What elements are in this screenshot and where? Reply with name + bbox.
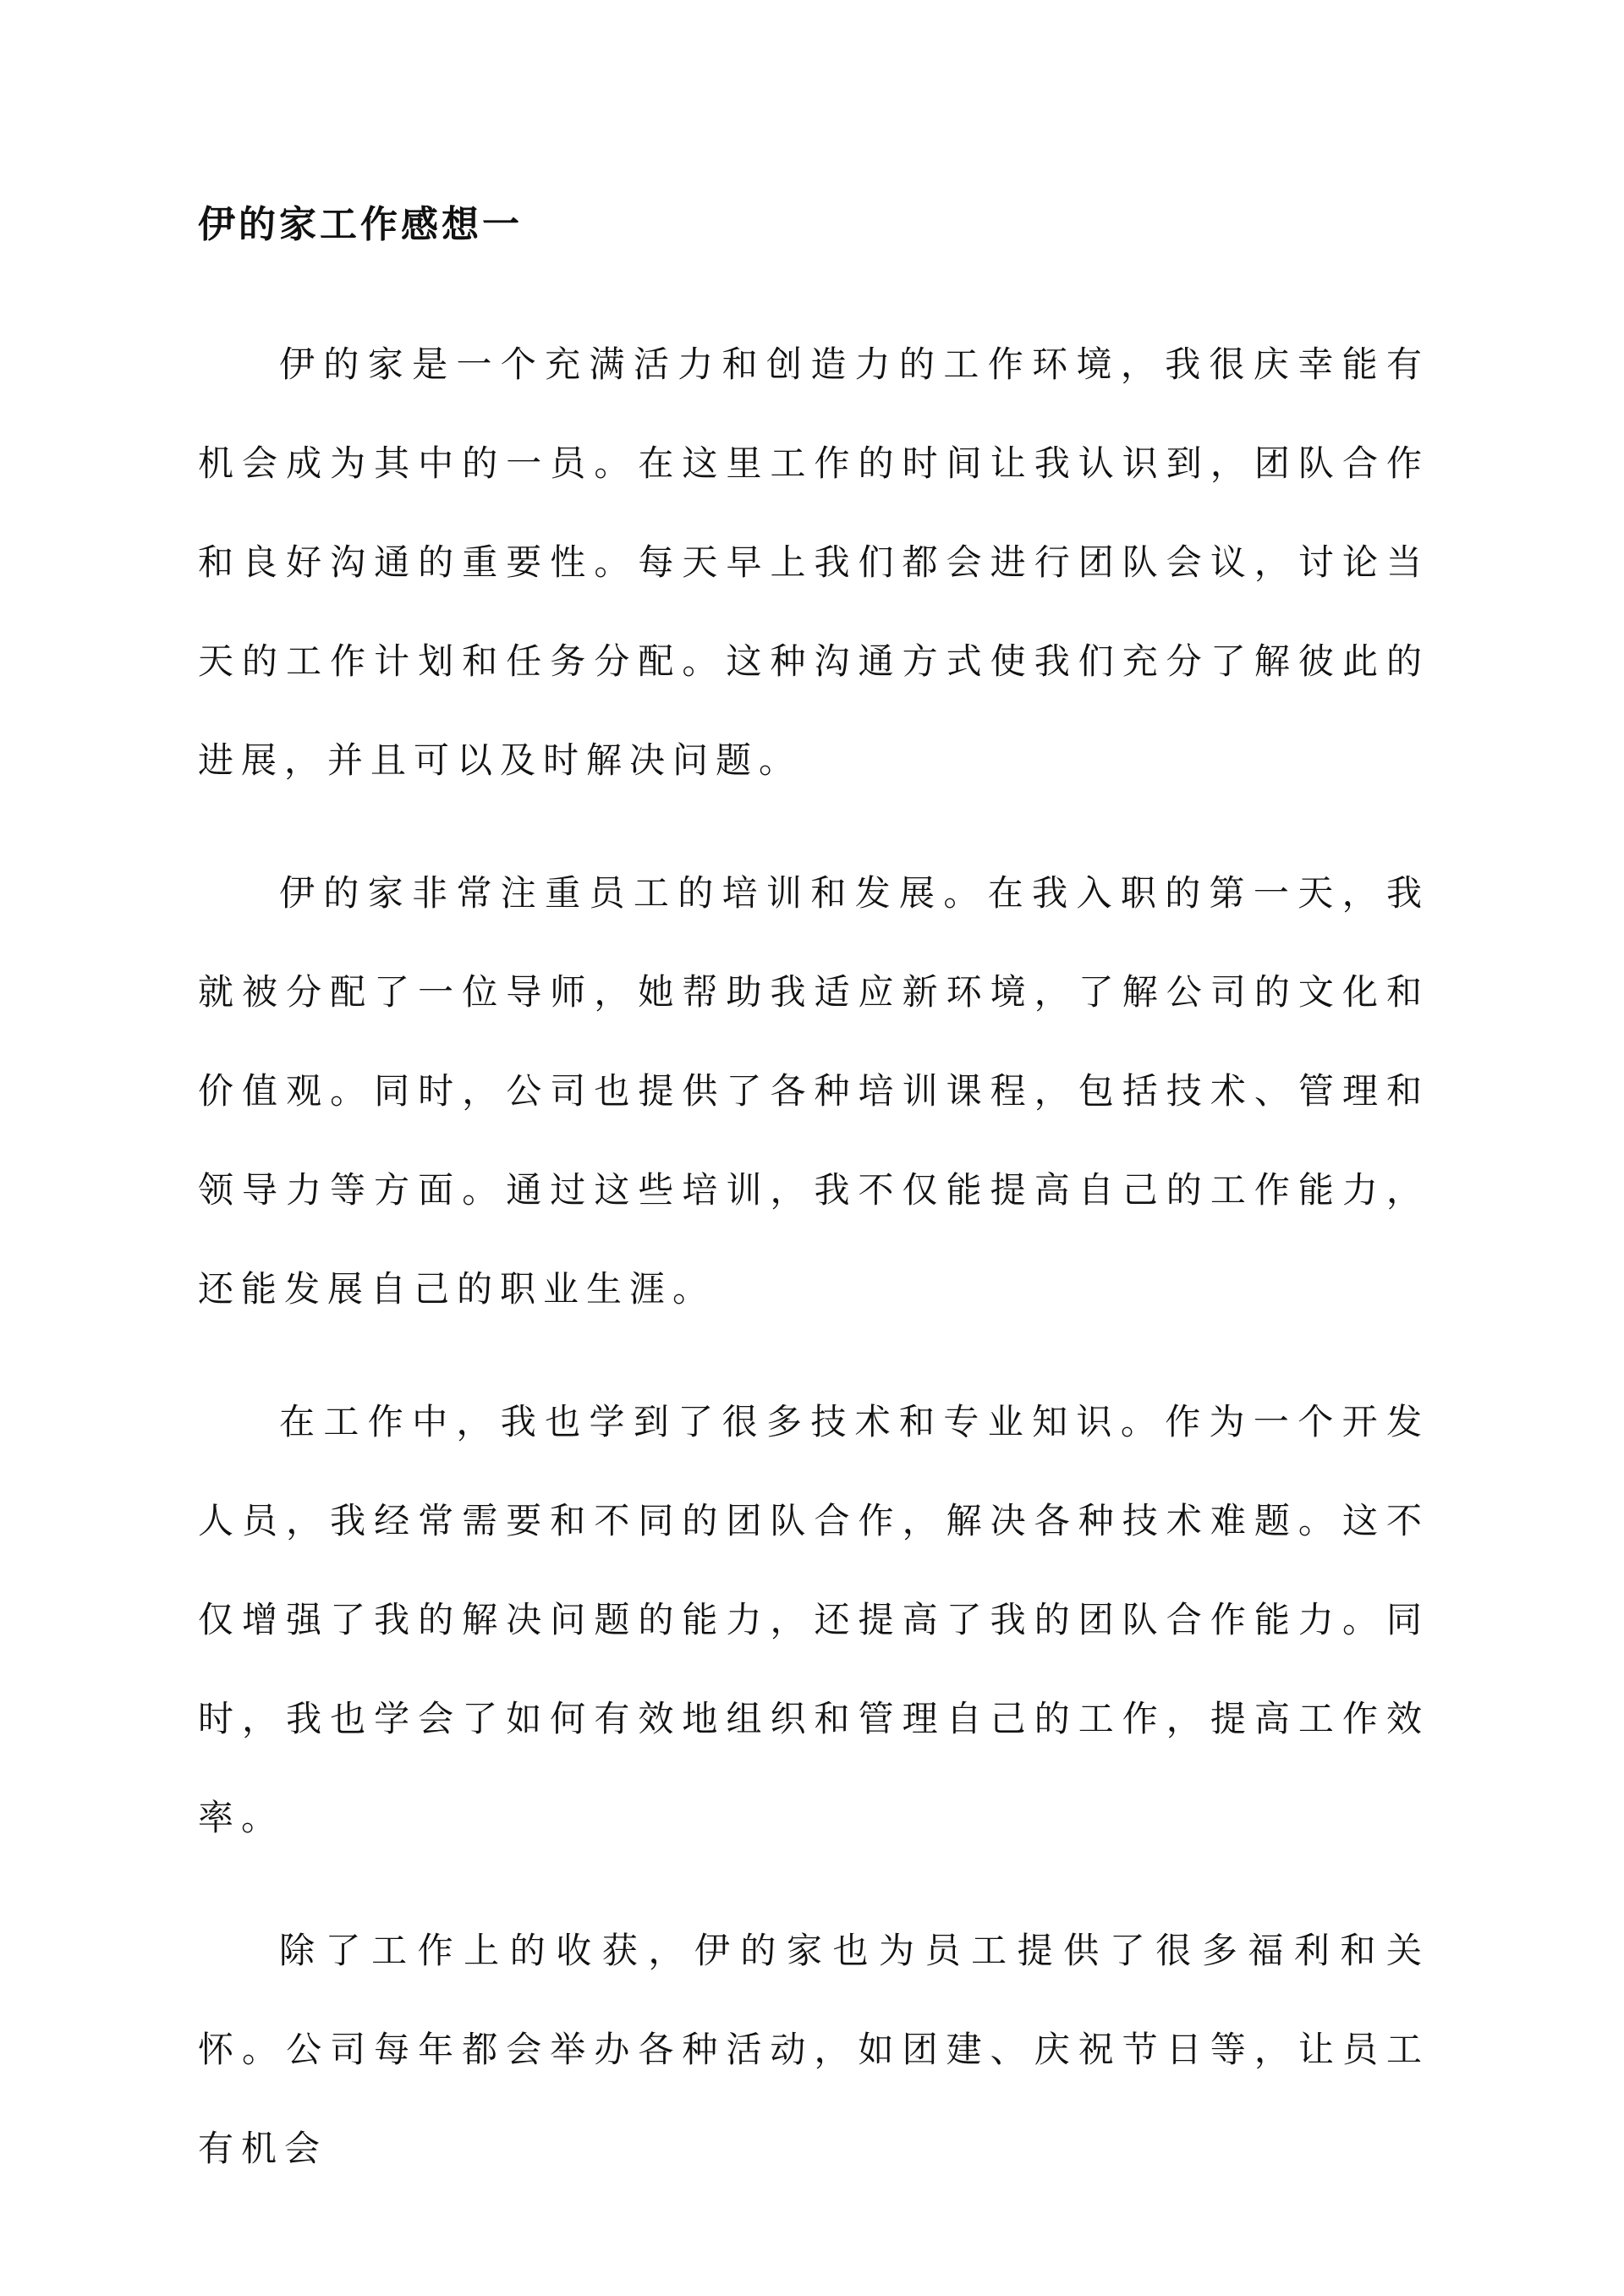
document-title: 伊的家工作感想一 [198,203,523,246]
paragraph-2: 伊的家非常注重员工的培训和发展。在我入职的第一天，我就被分配了一位导师，她帮助我适应新环境，了解公司的文化和价值观。同时，公司也提供了各种培训课程，包括技术、管理和领导力等方面。通过这些培训，我不仅能提高自己的工作能力，还能发展自己的职业生涯。 [198,872,1429,1310]
paragraph-4: 除了工作上的收获，伊的家也为员工提供了很多福利和关怀。公司每年都会举办各种活动，如团建、庆祝节日等，让员工有机会 [198,1930,1429,2169]
paragraph-1: 伊的家是一个充满活力和创造力的工作环境，我很庆幸能有机会成为其中的一员。在这里工作的时间让我认识到，团队合作和良好沟通的重要性。每天早上我们都会进行团队会议，讨论当天的工作计划和任务分配。这种沟通方式使我们充分了解彼此的进展，并且可以及时解决问题。 [198,343,1429,781]
paragraph-3: 在工作中，我也学到了很多技术和专业知识。作为一个开发人员，我经常需要和不同的团队合作，解决各种技术难题。这不仅增强了我的解决问题的能力，还提高了我的团队合作能力。同时，我也学会了如何有效地组织和管理自己的工作，提高工作效率。 [198,1401,1429,1838]
document-body [198,190,1429,2232]
